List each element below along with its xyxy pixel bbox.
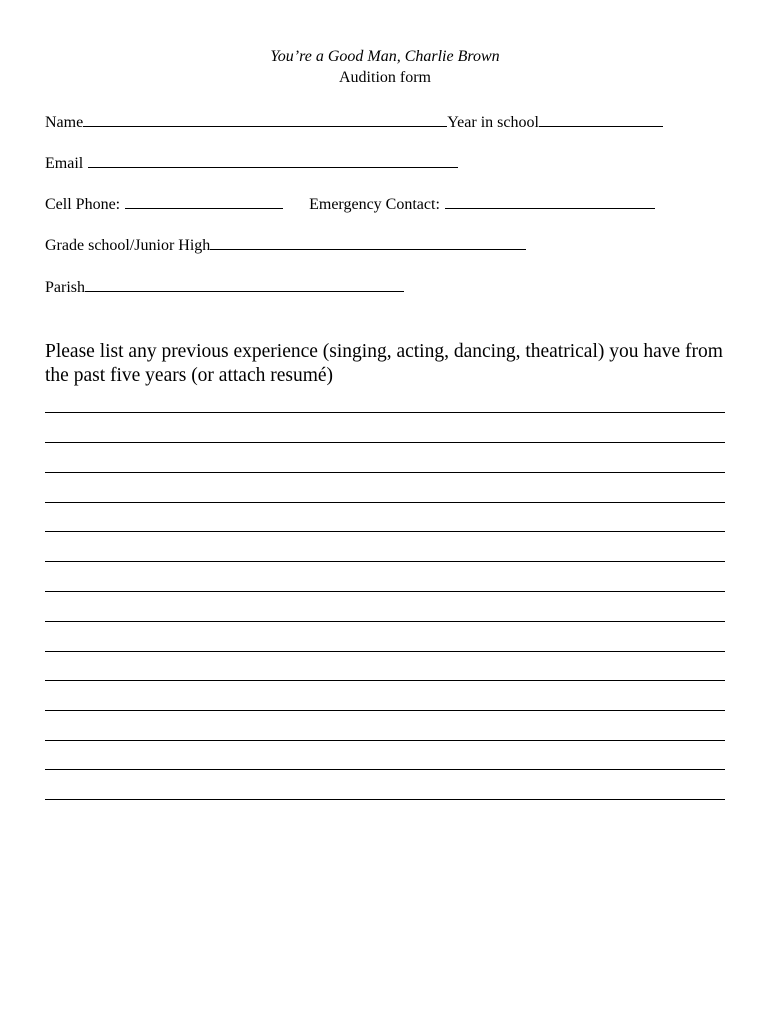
cell-phone-field[interactable]: [125, 194, 283, 209]
experience-prompt: Please list any previous experience (singing, acting, dancing, theatrical) you have from the past five years (or attach resumé): [45, 341, 723, 386]
answer-line[interactable]: [45, 442, 725, 443]
year-in-school-label: Year in school: [447, 114, 539, 131]
emergency-contact-label: Emergency Contact:: [309, 196, 440, 213]
answer-line[interactable]: [45, 740, 725, 741]
answer-line[interactable]: [45, 651, 725, 652]
email-row: [45, 153, 458, 174]
emergency-contact-field[interactable]: [445, 194, 655, 209]
answer-line[interactable]: [45, 591, 725, 592]
name-year-row: [45, 112, 663, 133]
answer-line[interactable]: [45, 769, 725, 770]
grade-school-label: Grade school/Junior High: [45, 237, 211, 254]
name-label: Name: [45, 114, 84, 131]
form-title: You’re a Good Man, Charlie Brown: [270, 48, 500, 65]
answer-line[interactable]: [45, 621, 725, 622]
grade-school-row: [45, 235, 526, 256]
answer-line[interactable]: [45, 531, 725, 532]
answer-line[interactable]: [45, 710, 725, 711]
cell-phone-label: Cell Phone:: [45, 196, 121, 213]
email-label: Email: [45, 155, 84, 172]
answer-line[interactable]: [45, 561, 725, 562]
parish-row: [45, 277, 404, 298]
phone-emergency-row: [45, 194, 655, 215]
answer-line[interactable]: [45, 680, 725, 681]
email-field[interactable]: [88, 153, 458, 168]
parish-label: Parish: [45, 279, 85, 296]
parish-field[interactable]: [85, 277, 404, 292]
name-field[interactable]: [83, 112, 447, 127]
grade-school-field[interactable]: [210, 235, 526, 250]
answer-line[interactable]: [45, 412, 725, 413]
answer-line[interactable]: [45, 472, 725, 473]
answer-line[interactable]: [45, 502, 725, 503]
form-subtitle: Audition form: [339, 69, 431, 86]
answer-line[interactable]: [45, 799, 725, 800]
year-in-school-field[interactable]: [539, 112, 663, 127]
